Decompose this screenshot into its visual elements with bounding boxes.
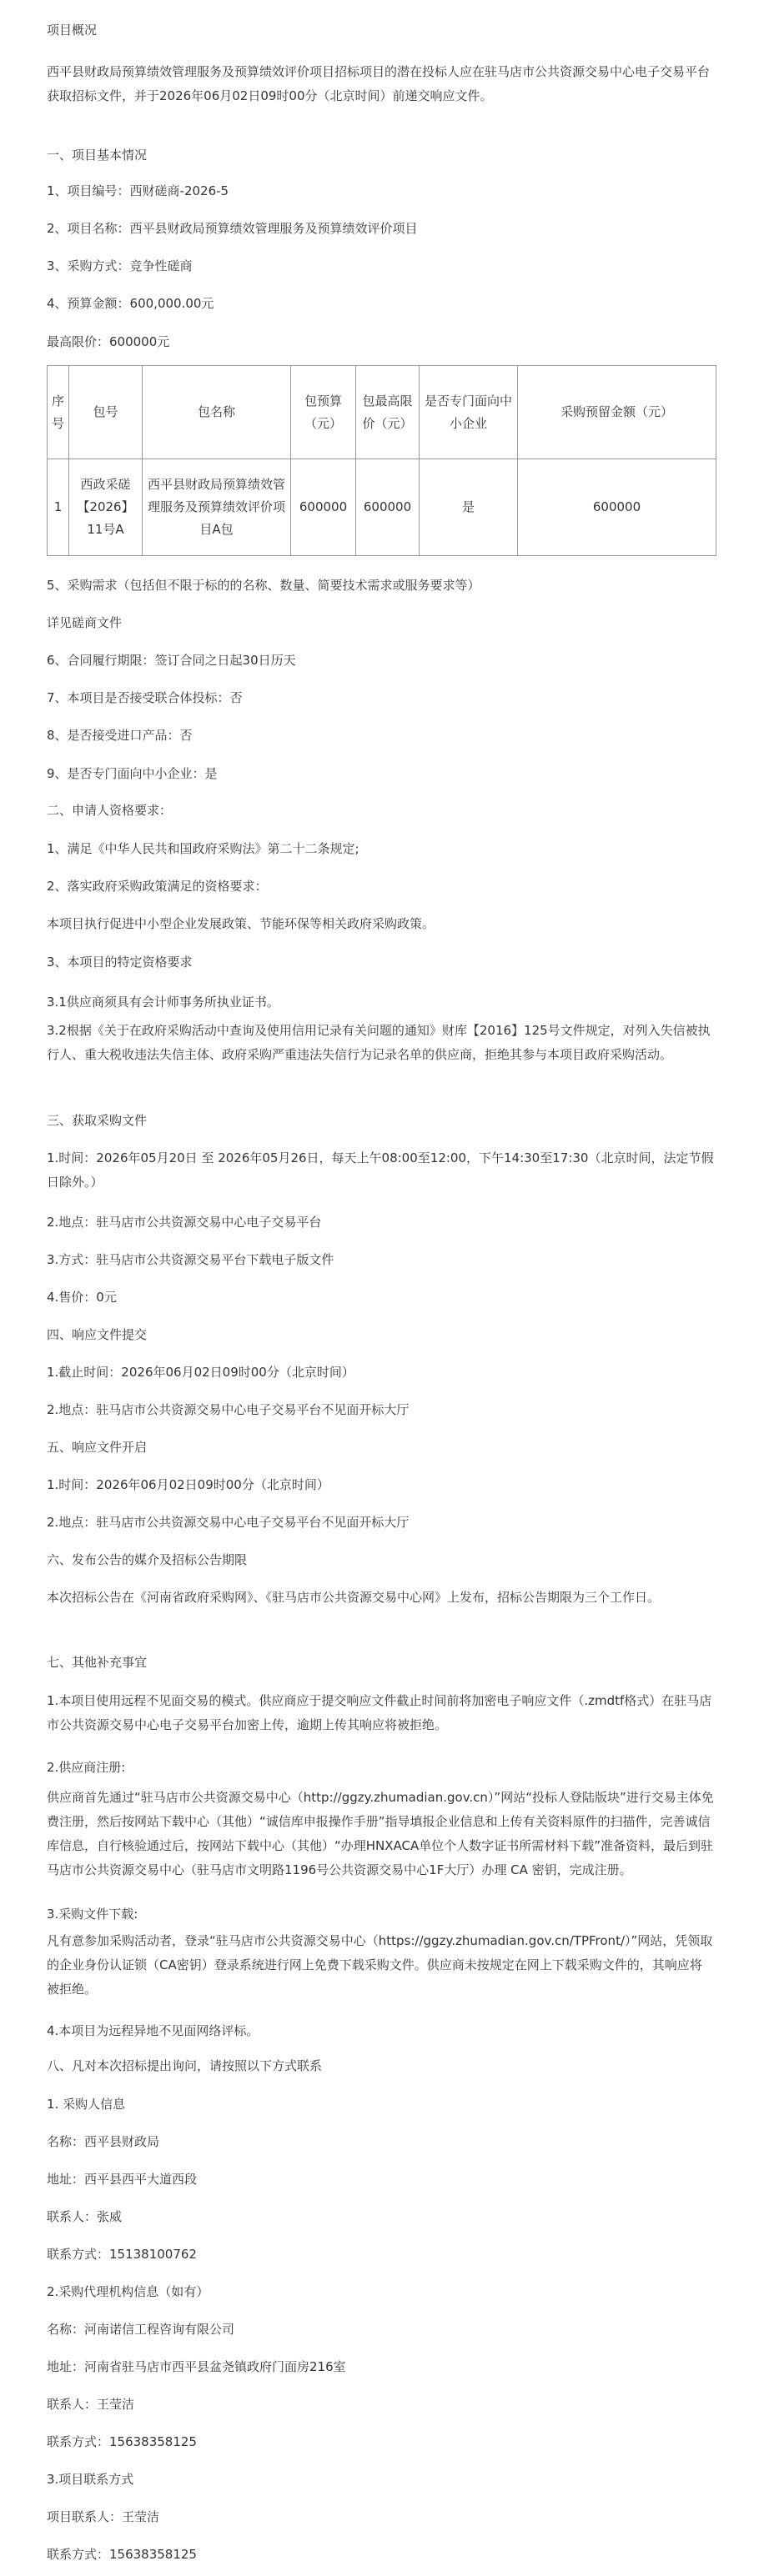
body-line: 1、满足《中华人民共和国政府采购法》第二十二条规定; [47,841,359,856]
body-line: 3.项目联系方式 [47,2472,134,2487]
body-line: 3.采购文件下载: [47,1907,138,1922]
body-line: 1.截止时间：2026年06月02日09时00分（北京时间） [47,1365,354,1380]
table-cell: 600000 [518,459,716,556]
max-price: 最高限价：600000元 [47,334,170,349]
body-line: 3.1供应商须具有会计师事务所执业证书。 [47,995,279,1010]
table-row [48,459,716,556]
body-line: 联系人：王莹洁 [47,2397,135,2412]
table-cell: 1 [48,459,69,556]
table-header-cell: 包名称 [143,366,291,459]
table-cell: 600000 [291,459,356,556]
table-header-row [48,366,716,459]
table-cell: 是 [420,459,518,556]
body-line: 1.时间：2026年06月02日09时00分（北京时间） [47,1477,329,1492]
table-header-cell: 包最高限价（元） [356,366,420,459]
body-line: 7、本项目是否接受联合体投标：否 [47,690,243,705]
body-line: 2.地点：驻马店市公共资源交易中心电子交易平台不见面开标大厅 [47,1402,410,1417]
table-header-cell: 采购预留金额（元） [518,366,716,459]
body-line: 联系方式：15638358125 [47,2547,197,2562]
body-line: 2.地点：驻马店市公共资源交易中心电子交易平台不见面开标大厅 [47,1515,410,1530]
body-line: 2.供应商注册: [47,1760,126,1775]
body-line: 4.售价：0元 [47,1290,117,1305]
body-line: 1.本项目使用远程不见面交易的模式。供应商应于提交响应文件截止时间前将加密电子响应文件（.zmdtf格式）在驻马店市公共资源交易中心电子交易平台加密上传，逾期上传其响应将被拒绝。 [47,1693,712,1732]
body-line: 名称：西平县财政局 [47,2134,160,2149]
body-line: 3.方式：驻马店市公共资源交易平台下载电子版文件 [47,1252,334,1267]
table-header-cell: 包号 [69,366,143,459]
body-line: 地址：西平县西平大道西段 [47,2172,198,2187]
body-line: 联系人：张威 [47,2209,123,2224]
basic-item: 4、预算金额：600,000.00元 [47,296,214,311]
body-line: 2.采购代理机构信息（如有） [47,2284,209,2299]
body-line: 6、合同履行期限：签订合同之日起30日历天 [47,653,296,668]
body-line: 名称：河南诺信工程咨询有限公司 [47,2322,235,2337]
overview-heading: 项目概况 [47,23,98,38]
table-header-cell: 序号 [48,366,69,459]
section-heading: 六、发布公告的媒介及招标公告期限 [47,1552,248,1567]
body-line: 5、采购需求（包括但不限于标的的名称、数量、简要技术需求或服务要求等） [47,578,480,593]
body-line: 联系方式：15138100762 [47,2247,197,2262]
body-line: 3、本项目的特定资格要求 [47,955,193,970]
section-heading: 八、凡对本次招标提出询问，请按照以下方式联系 [47,2058,323,2073]
body-line: 1.时间：2026年05月20日 至 2026年05月26日，每天上午08:00至12:00，下午14:30至17:30（北京时间，法定节假日除外。） [47,1150,714,1190]
body-line: 8、是否接受进口产品：否 [47,728,193,743]
overview-intro: 西平县财政局预算绩效管理服务及预算绩效评价项目招标项目的潜在投标人应在驻马店市公共资源交易中心电子交易平台获取招标文件，并于2026年06月02日09时00分（北京时间）前递交响应文件。 [47,64,711,103]
table-cell: 西政采磋【2026】11号A [69,459,143,556]
table-header-cell: 是否专门面向中小企业 [420,366,518,459]
body-line: 项目联系人：王莹洁 [47,2509,160,2524]
table-cell: 600000 [356,459,420,556]
section-heading-basic: 一、项目基本情况 [47,148,148,163]
basic-item: 1、项目编号：西财磋商-2026-5 [47,183,229,198]
body-line: 地址：河南省驻马店市西平县盆尧镇政府门面房216室 [47,2359,346,2374]
body-line: 2.地点：驻马店市公共资源交易中心电子交易平台 [47,1215,322,1230]
table-header-cell: 包预算（元） [291,366,356,459]
body-line: 4.本项目为远程异地不见面网络评标。 [47,2023,259,2038]
section-heading: 三、获取采购文件 [47,1113,148,1128]
section-heading: 四、响应文件提交 [47,1327,148,1342]
body-line: 本项目执行促进中小型企业发展政策、节能环保等相关政府采购政策。 [47,916,435,931]
body-line: 2、落实政府采购政策满足的资格要求： [47,879,268,894]
body-line: 9、是否专门面向中小企业：是 [47,766,218,781]
table-cell: 西平县财政局预算绩效管理服务及预算绩效评价项目A包 [143,459,291,556]
body-line: 本次招标公告在《河南省政府采购网》、《驻马店市公共资源交易中心网》上发布，招标公告期限为三个工作日。 [47,1590,661,1605]
package-table [47,365,716,556]
body-line: 凡有意参加采购活动者，登录“驻马店市公共资源交易中心（https://ggzy.zhumadian.gov.cn/TPFront/）”网站，凭领取的企业身份认证锁（CA密钥）登录系统进行网上免费下载采购文件。供应商未按规定在网上下载采购文件的，其响应将被拒绝。 [47,1933,713,1997]
body-line: 1. 采购人信息 [47,2097,126,2112]
section-heading: 七、其他补充事宜 [47,1655,148,1670]
basic-item: 3、采购方式：竞争性磋商 [47,258,193,273]
body-line: 3.2根据《关于在政府采购活动中查询及使用信用记录有关问题的通知》财库【2016】125号文件规定，对列入失信被执行人、重大税收违法失信主体、政府采购严重违法失信行为记录名单的供应商，拒绝其参与本项目政府采购活动。 [47,1023,711,1062]
body-line: 详见磋商文件 [47,615,123,630]
section-heading: 二、申请人资格要求： [47,803,173,818]
basic-item: 2、项目名称：西平县财政局预算绩效管理服务及预算绩效评价项目 [47,221,418,236]
section-heading: 五、响应文件开启 [47,1440,148,1455]
body-line: 联系方式：15638358125 [47,2434,197,2449]
body-line: 供应商首先通过“驻马店市公共资源交易中心（http://ggzy.zhumadian.gov.cn）”网站“投标人登陆版块”进行交易主体免费注册，然后按网站下载中心（其他）“诚信库申报操作手册”指导填报企业信息和上传有关资料原件的扫描件，完善诚信库信息，自行核验通过后，按网站下载中心（其他）“办理HNXACA单位个人数字证书所需材料下载”准备资料，最后到驻马店市公共资源交易中心（驻马店市文明路1196号公共资源交易中心1F大厅）办理 CA 密钥，完成注册。 [47,1790,714,1877]
